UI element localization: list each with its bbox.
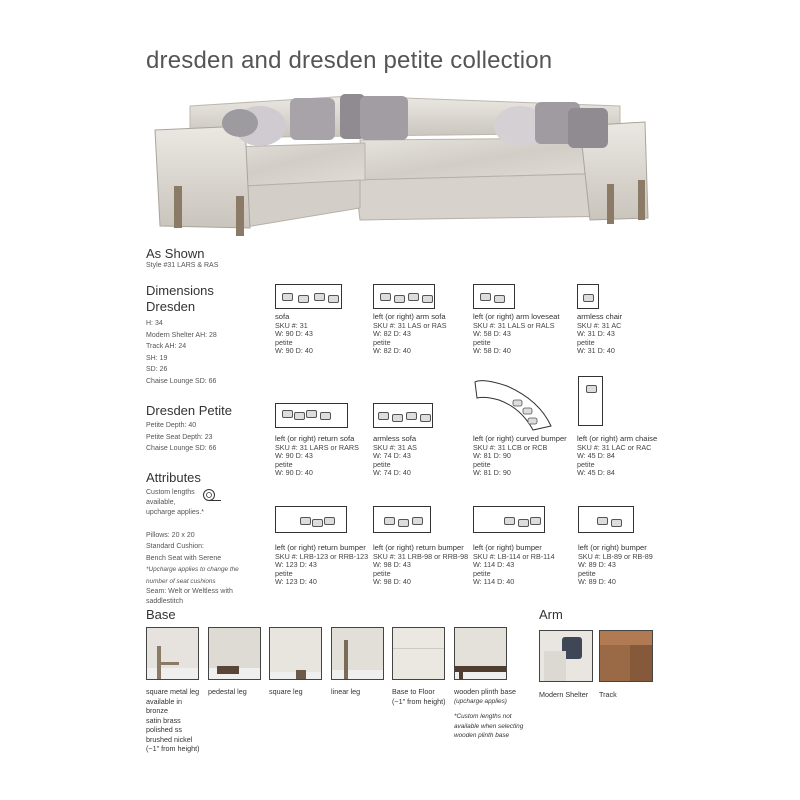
piece-dims: W: 74 D: 43 [373,451,411,461]
dimension-line: SD: 26 [146,366,168,373]
piece-petite-dims: W: 74 D: 40 [373,468,411,478]
wooden-plinth-base-photo [454,627,507,680]
base-to-floor-photo [392,627,445,680]
as-shown-style: Style #31 LARS & RAS [146,262,219,269]
piece-sku: SKU #: 31 LARS or RARS [275,442,359,452]
return-bumper-98-diagram [373,506,431,533]
piece-label [577,435,657,478]
piece-name: armless sofa [373,434,417,443]
piece-name: left (or right) return sofa [275,434,355,443]
piece-petite-dims: W: 81 D: 90 [473,468,511,478]
piece-name: armless chair [577,312,623,321]
piece-name: left (or right) curved bumper [473,434,567,443]
curved-bumper-diagram [473,376,553,432]
piece-petite-dims: W: 98 D: 40 [373,577,411,587]
petite-dimension-list [146,420,216,455]
piece-petite-dims: W: 58 D: 40 [473,346,511,356]
piece-dims: W: 90 D: 43 [275,451,313,461]
cushion-line: Bench Seat with Serene [146,554,222,562]
linear-leg-photo [331,627,384,680]
base-caption-note: wooden plinth base [454,732,510,739]
custom-line: upcharge applies.* [146,509,204,516]
pedestal-leg-photo [208,627,261,680]
custom-line: Custom lengths [146,489,195,496]
dimension-line: Modern Shelter AH: 28 [146,331,217,339]
piece-petite: petite [373,459,391,469]
base-caption-note: *Custom lengths not [454,713,512,720]
piece-sku: SKU #: LRB-123 or RRB-123 [275,551,369,561]
piece-dims: W: 90 D: 43 [275,329,313,339]
piece-petite: petite [473,459,491,469]
piece-petite: petite [373,568,391,578]
piece-name: sofa [275,312,290,321]
base-caption-line: square leg [269,687,303,696]
seam-line: Seam: Welt or Weltless with [146,588,233,595]
dimension-line: H: 34 [146,320,163,327]
piece-petite-dims: W: 90 D: 40 [275,346,313,356]
arm-sofa-diagram [373,284,435,309]
base-caption-note: available when selecting [454,722,524,730]
sectional-sofa-photo [150,88,650,238]
piece-sku: SKU #: 31 LRB-98 or RRB-98 [373,551,469,561]
piece-petite-dims: W: 123 D: 40 [275,577,317,587]
base-heading: Base [146,607,176,622]
piece-petite: petite [373,337,391,347]
piece-label [275,313,313,356]
pillows-text: Pillows: 20 x 20 [146,532,195,539]
piece-dims: W: 98 D: 43 [373,560,411,570]
piece-dims: W: 81 D: 90 [473,451,511,461]
piece-name: left (or right) arm sofa [373,312,446,321]
modern-shelter-arm-photo [539,630,593,682]
armless-chair-diagram [577,284,599,309]
bumper-114-diagram [473,506,545,533]
arm-heading: Arm [539,607,563,622]
base-caption-line: available in [146,696,182,706]
piece-petite: petite [275,459,293,469]
dresden-petite-heading: Dresden Petite [146,403,232,418]
base-caption-line: brushed nickel [146,734,193,744]
base-caption-line: bronze [146,706,168,715]
sofa-diagram [275,284,342,309]
piece-petite-dims: W: 89 D: 40 [578,577,616,587]
petite-line: Petite Seat Depth: 23 [146,433,213,441]
piece-sku: SKU #: LB-89 or RB-89 [578,551,653,561]
piece-dims: W: 89 D: 43 [578,560,616,570]
base-caption-line: pedestal leg [208,687,247,696]
piece-dims: W: 31 D: 43 [577,329,615,339]
piece-sku: SKU #: 31 LALS or RALS [473,320,555,330]
petite-line: Chaise Lounge SD: 66 [146,445,217,452]
piece-name: left (or right) arm chaise [577,434,658,443]
piece-sku: SKU #: 31 AC [577,320,622,330]
piece-petite: petite [275,568,293,578]
return-sofa-diagram [275,403,348,428]
base-caption-line: satin brass [146,715,181,725]
piece-label [373,544,468,587]
cushion-line: Standard Cushion: [146,543,204,550]
piece-petite: petite [473,337,491,347]
piece-dims: W: 45 D: 84 [577,451,615,461]
upcharge-note: *Upcharge applies to change the [146,566,239,573]
piece-petite-dims: W: 114 D: 40 [473,577,515,587]
piece-petite-dims: W: 90 D: 40 [275,468,313,478]
piece-petite: petite [275,337,293,347]
piece-label [578,544,653,587]
piece-label [473,313,560,356]
as-shown-heading: As Shown [146,246,205,261]
piece-petite-dims: W: 82 D: 40 [373,346,411,356]
cushion-text [146,541,239,607]
track-arm-photo [599,630,653,682]
piece-name: left (or right) arm loveseat [473,312,560,321]
page-title: dresden and dresden petite collection [146,47,553,74]
arm-loveseat-diagram [473,284,515,309]
dimension-line: Chaise Lounge SD: 66 [146,377,217,385]
piece-label [473,435,567,478]
bumper-89-diagram [578,506,634,533]
piece-label [275,544,368,587]
piece-label [473,544,555,587]
square-metal-leg-photo [146,627,199,680]
square-leg-photo [269,627,322,680]
piece-petite: petite [577,459,595,469]
dimension-line: SH: 19 [146,354,168,362]
piece-sku: SKU #: 31 [275,320,308,330]
base-caption [146,687,200,754]
piece-petite-dims: W: 45 D: 84 [577,468,615,478]
piece-sku: SKU #: 31 AS [373,442,417,452]
dresden-dimension-list [146,318,217,387]
piece-label [577,313,622,356]
base-caption-line: polished ss [146,725,182,734]
piece-name: left (or right) return bumper [275,543,366,552]
arm-chaise-diagram [578,376,603,426]
piece-dims: W: 58 D: 43 [473,329,511,339]
tape-measure-icon [202,488,222,502]
modern-shelter-label: Modern Shelter [539,690,589,699]
piece-name: left (or right) return bumper [373,543,464,552]
piece-name: left (or right) bumper [473,543,542,552]
base-caption-line: Base to Floor [392,687,435,696]
dresden-heading: Dresden [146,299,196,314]
seam-line: saddlestitch [146,598,183,605]
base-caption-line: (~1" from height) [146,744,200,753]
piece-sku: SKU #: 31 LAC or RAC [577,442,652,452]
piece-dims: W: 82 D: 43 [373,329,411,339]
piece-label [373,313,447,356]
custom-lengths-text [146,488,204,518]
dimensions-heading: Dimensions [146,283,214,298]
piece-petite: petite [578,568,596,578]
dimension-line: Track AH: 24 [146,343,187,350]
base-caption-line: linear leg [331,687,361,696]
piece-sku: SKU #: 31 LCB or RCB [473,442,548,452]
piece-dims: W: 114 D: 43 [473,560,515,570]
base-caption [454,687,523,741]
base-caption-line: (~1" from height) [392,696,446,706]
attributes-heading: Attributes [146,470,201,485]
base-caption [392,687,446,706]
piece-dims: W: 123 D: 43 [275,560,317,570]
armless-sofa-diagram [373,403,433,428]
return-bumper-123-diagram [275,506,347,533]
piece-label [275,435,359,478]
base-caption-note: (upcharge applies) [454,697,507,705]
custom-line: available, [146,499,176,506]
piece-sku: SKU #: LB-114 or RB-114 [473,551,555,561]
piece-petite: petite [577,337,595,347]
base-caption-line: wooden plinth base [454,687,516,696]
petite-line: Petite Depth: 40 [146,422,197,429]
piece-petite: petite [473,568,491,578]
piece-sku: SKU #: 31 LAS or RAS [373,320,447,330]
piece-petite-dims: W: 31 D: 40 [577,346,615,356]
base-caption-line: square metal leg [146,687,200,696]
upcharge-note: number of seat cushions [146,577,216,585]
piece-label [373,435,417,478]
track-label: Track [599,690,617,699]
piece-name: left (or right) bumper [578,543,647,552]
